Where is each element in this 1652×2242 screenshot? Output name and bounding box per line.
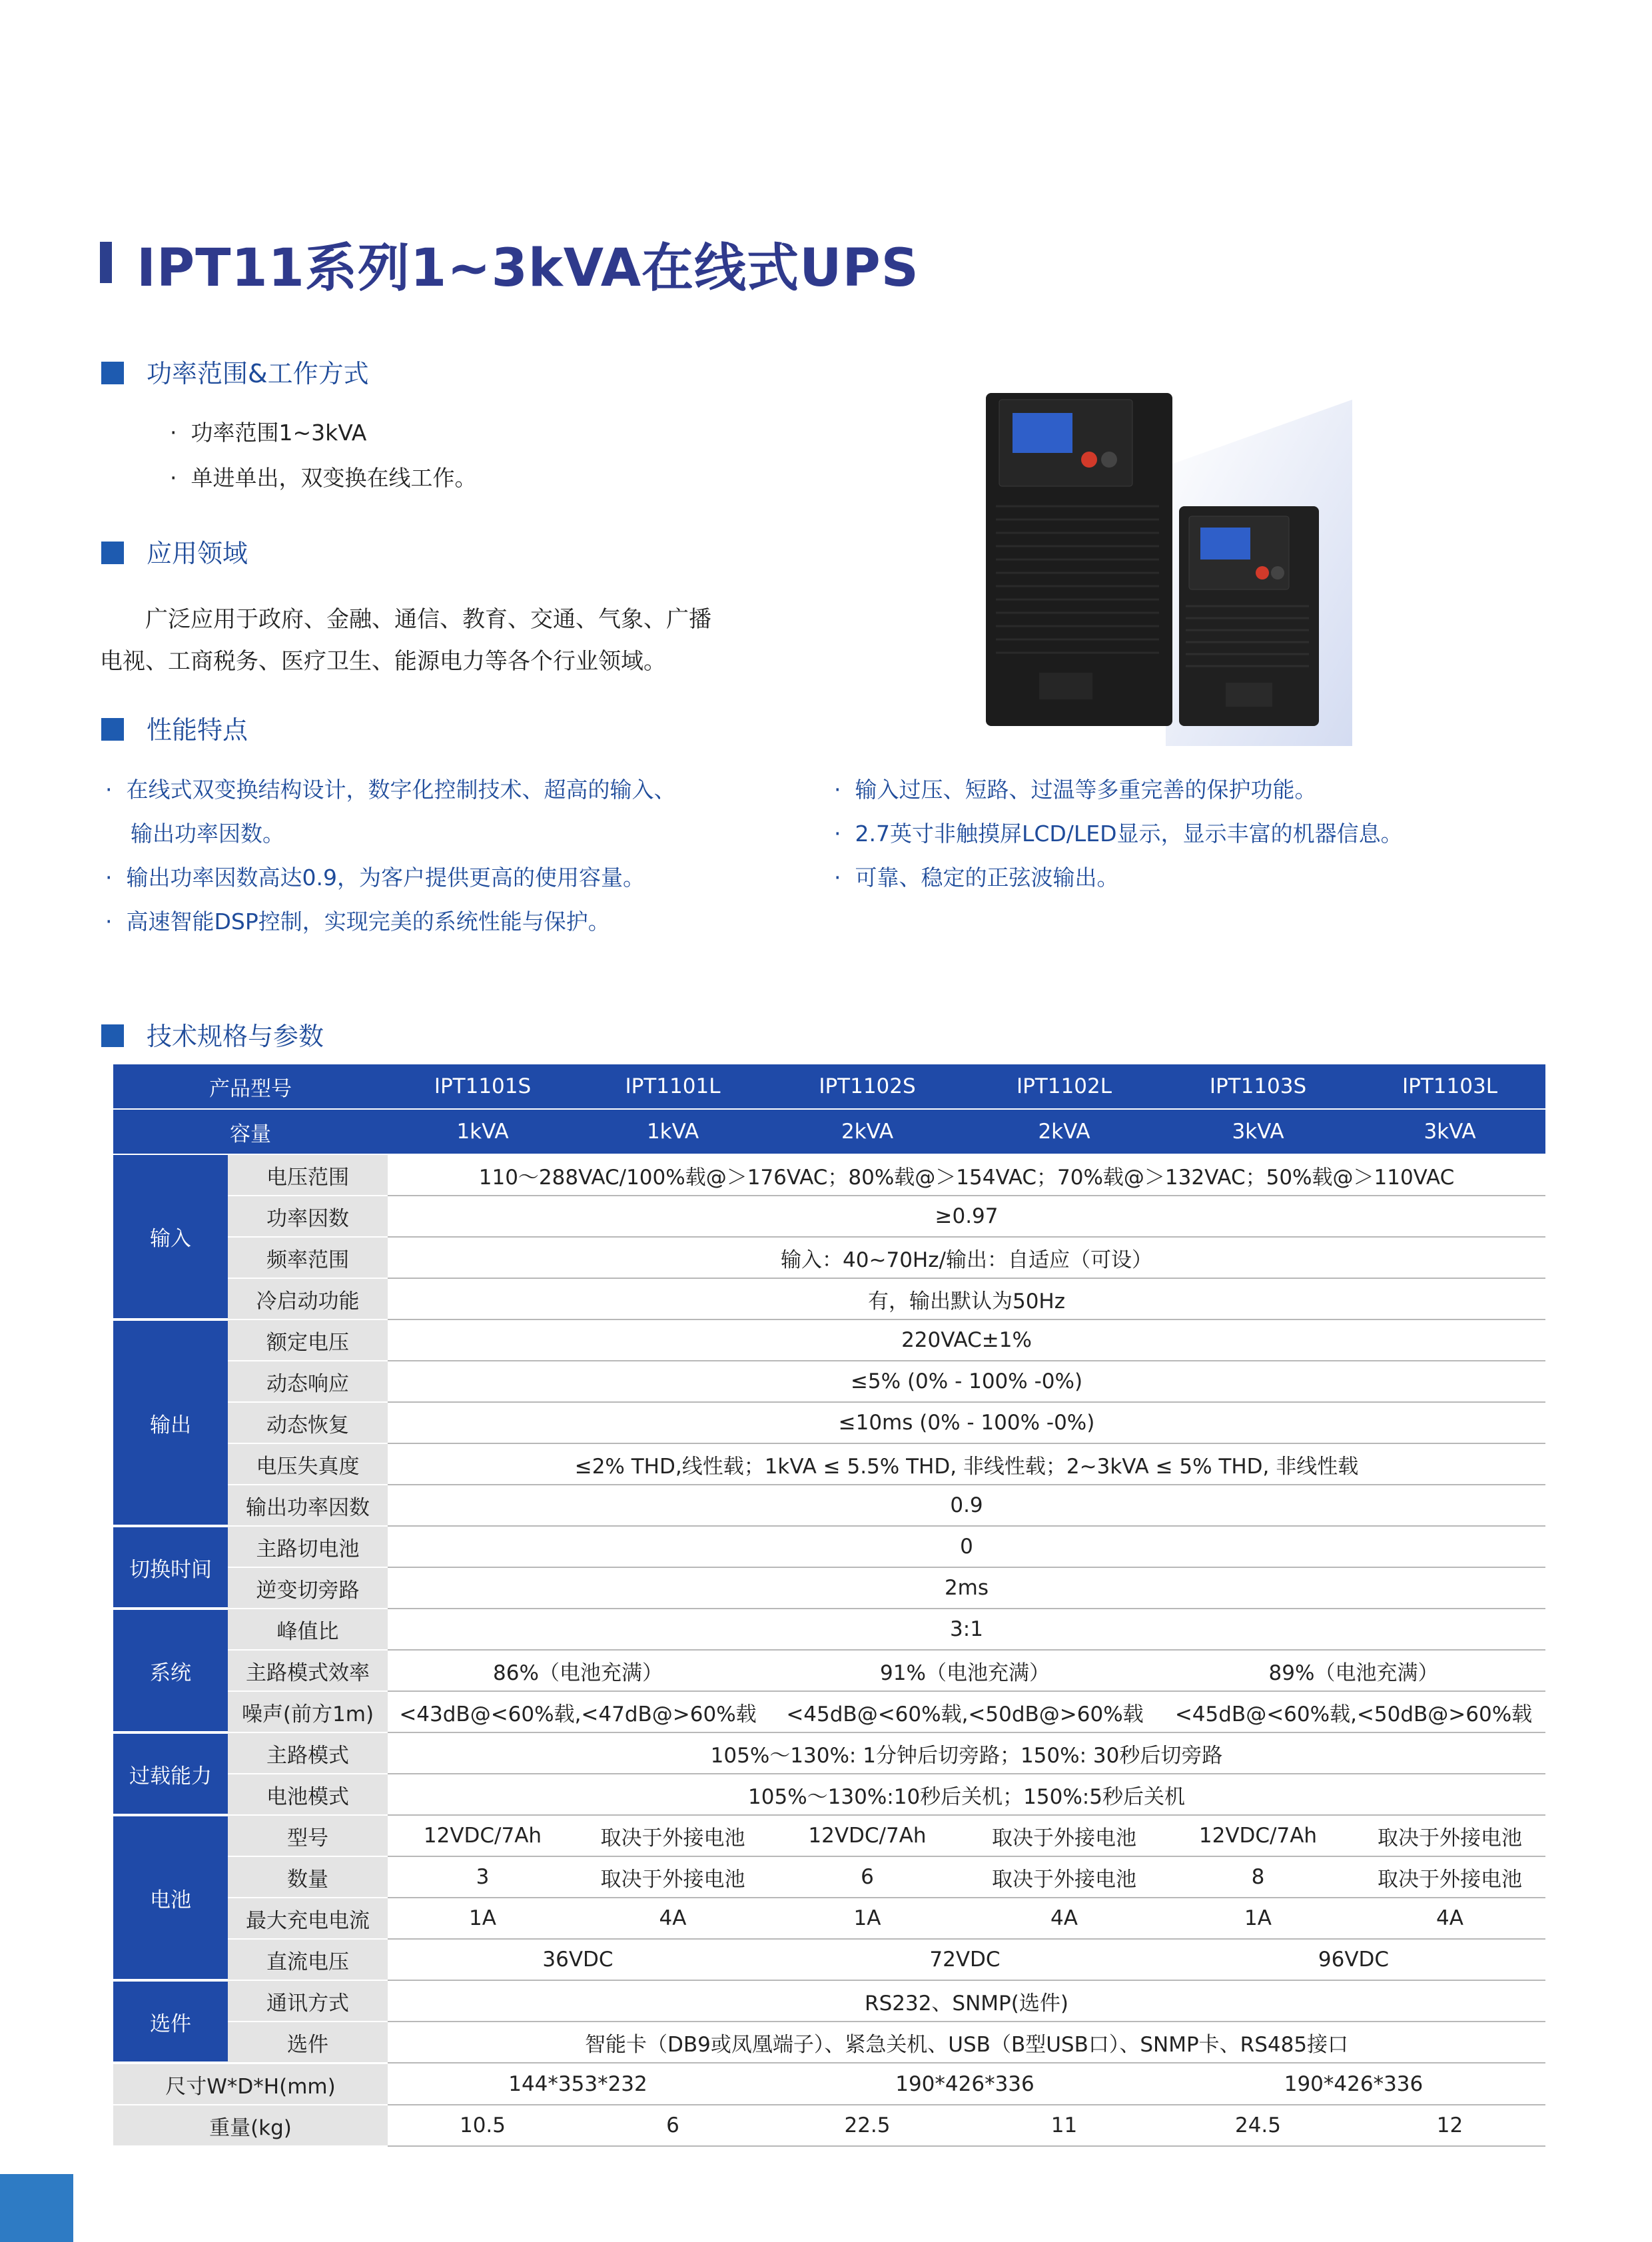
header-label: 产品型号: [113, 1064, 388, 1109]
table-row: [113, 1526, 1545, 1567]
specs-table: [113, 1064, 1545, 2147]
row-label: 直流电压: [228, 1939, 388, 1980]
row-value: 4A: [967, 1898, 1162, 1939]
row-label: 动态响应: [228, 1361, 388, 1402]
row-value: 12VDC/7Ah: [388, 1815, 578, 1856]
row-value: 2ms: [388, 1567, 1545, 1609]
row-label: 电池模式: [228, 1774, 388, 1815]
power-bullet: · 功率范围1~3kVA: [170, 420, 367, 446]
feature-bullet: · 输出功率因数高达0.9，为客户提供更高的使用容量。: [105, 865, 645, 891]
section-features-heading: 性能特点: [101, 709, 248, 746]
row-value: 0.9: [388, 1485, 1545, 1526]
row-label: 电压范围: [228, 1154, 388, 1196]
feature-bullet: · 2.7英寸非触摸屏LCD/LED显示，显示丰富的机器信息。: [834, 821, 1403, 847]
table-row: [113, 2063, 1545, 2105]
table-row: [113, 1485, 1545, 1526]
row-value: 110～288VAC/100%载@＞176VAC；80%载@＞154VAC；70%载@＞132VAC；50%载@＞110VAC: [388, 1154, 1545, 1196]
row-label: 功率因数: [228, 1196, 388, 1237]
row-value: 6: [578, 2105, 768, 2146]
page-title: IPT11系列1~3kVA在线式UPS: [137, 238, 919, 298]
application-text-line: 广泛应用于政府、金融、通信、教育、交通、气象、广播: [145, 606, 711, 633]
row-value: <45dB@<60%载,<50dB@>60%载: [1162, 1691, 1545, 1732]
row-label: 通讯方式: [228, 1980, 388, 2022]
row-value: 96VDC: [1162, 1939, 1545, 1980]
row-label: 输出功率因数: [228, 1485, 388, 1526]
row-value: 12VDC/7Ah: [1162, 1815, 1354, 1856]
group-label: 切换时间: [113, 1526, 228, 1609]
row-label: 数量: [228, 1856, 388, 1898]
row-value: 22.5: [768, 2105, 967, 2146]
feature-bullet: · 高速智能DSP控制，实现完美的系统性能与保护。: [105, 909, 610, 934]
feature-bullet: · 输入过压、短路、过温等多重完善的保护功能。: [834, 777, 1317, 803]
row-label: 噪声(前方1m): [228, 1691, 388, 1732]
table-row: [113, 1815, 1545, 1856]
row-value: 输入：40~70Hz/输出：自适应（可设）: [388, 1237, 1545, 1278]
feature-bullet-continued: 输出功率因数。: [131, 821, 284, 847]
row-value: <45dB@<60%载,<50dB@>60%载: [768, 1691, 1162, 1732]
square-bullet-icon: [101, 718, 124, 741]
row-value: 取决于外接电池: [1354, 1815, 1545, 1856]
row-value: 取决于外接电池: [1354, 1856, 1545, 1898]
row-label: 主路切电池: [228, 1526, 388, 1567]
row-label: 额定电压: [228, 1319, 388, 1361]
header-row-capacity: [113, 1109, 1545, 1154]
group-label: 输入: [113, 1154, 228, 1319]
row-value: 8: [1162, 1856, 1354, 1898]
row-label: 峰值比: [228, 1609, 388, 1650]
square-bullet-icon: [101, 362, 124, 384]
table-row: [113, 1154, 1545, 1196]
table-row: [113, 1443, 1545, 1485]
row-value: 1A: [768, 1898, 967, 1939]
section-application-heading: 应用领域: [101, 533, 248, 569]
model-cell: IPT1103S: [1162, 1064, 1354, 1109]
row-value: 24.5: [1162, 2105, 1354, 2146]
ups-product-image: [959, 373, 1352, 746]
row-value: 86%（电池充满）: [388, 1650, 768, 1691]
row-value: 4A: [578, 1898, 768, 1939]
table-row: [113, 1361, 1545, 1402]
row-value: RS232、SNMP(选件): [388, 1980, 1545, 2022]
row-value: ≤5% (0% - 100% -0%): [388, 1361, 1545, 1402]
table-row: [113, 2022, 1545, 2063]
row-value: 取决于外接电池: [967, 1856, 1162, 1898]
model-cell: IPT1103L: [1354, 1064, 1545, 1109]
row-label: 选件: [228, 2022, 388, 2063]
section-specs-heading: 技术规格与参数: [101, 1016, 324, 1052]
square-bullet-icon: [101, 542, 124, 564]
row-value: 4A: [1354, 1898, 1545, 1939]
row-value: 220VAC±1%: [388, 1319, 1545, 1361]
row-label: 最大充电电流: [228, 1898, 388, 1939]
header-row-models: [113, 1064, 1545, 1109]
row-value: 6: [768, 1856, 967, 1898]
feature-bullet: · 可靠、稳定的正弦波输出。: [834, 865, 1119, 891]
table-row: [113, 1939, 1545, 1980]
capacity-cell: 1kVA: [388, 1109, 578, 1154]
capacity-cell: 3kVA: [1162, 1109, 1354, 1154]
row-value: 105%～130%:10秒后关机；150%:5秒后关机: [388, 1774, 1545, 1815]
group-label: 系统: [113, 1609, 228, 1732]
row-value: 1A: [1162, 1898, 1354, 1939]
row-label: 频率范围: [228, 1237, 388, 1278]
capacity-cell: 3kVA: [1354, 1109, 1545, 1154]
group-label: 电池: [113, 1815, 228, 1980]
table-row: [113, 1609, 1545, 1650]
title-accent-bar: [100, 242, 112, 283]
model-cell: IPT1102S: [768, 1064, 967, 1109]
square-bullet-icon: [101, 1024, 124, 1047]
table-row: [113, 1402, 1545, 1443]
table-row: [113, 1237, 1545, 1278]
row-value: 取决于外接电池: [578, 1815, 768, 1856]
row-label: 主路模式: [228, 1732, 388, 1774]
row-value: ≥0.97: [388, 1196, 1545, 1237]
table-row: [113, 1196, 1545, 1237]
row-value: 72VDC: [768, 1939, 1162, 1980]
table-row: [113, 1732, 1545, 1774]
table-row: [113, 2105, 1545, 2146]
row-value: 10.5: [388, 2105, 578, 2146]
row-value: ≤2% THD,线性载；1kVA ≤ 5.5% THD, 非线性载；2~3kVA ≤ 5% THD, 非线性载: [388, 1443, 1545, 1485]
row-value: 11: [967, 2105, 1162, 2146]
row-value: 取决于外接电池: [578, 1856, 768, 1898]
row-label: 动态恢复: [228, 1402, 388, 1443]
table-row: [113, 1650, 1545, 1691]
table-row: [113, 1980, 1545, 2022]
row-label: 重量(kg): [113, 2105, 388, 2146]
table-row: [113, 1319, 1545, 1361]
row-label: 电压失真度: [228, 1443, 388, 1485]
model-cell: IPT1101S: [388, 1064, 578, 1109]
row-value: 190*426*336: [1162, 2063, 1545, 2105]
row-value: 105%～130%: 1分钟后切旁路；150%: 30秒后切旁路: [388, 1732, 1545, 1774]
group-label: 输出: [113, 1319, 228, 1526]
row-label: 冷启动功能: [228, 1278, 388, 1319]
row-label: 尺寸W*D*H(mm): [113, 2063, 388, 2105]
row-value: 91%（电池充满）: [768, 1650, 1162, 1691]
row-label: 型号: [228, 1815, 388, 1856]
row-label: 逆变切旁路: [228, 1567, 388, 1609]
group-label: 过载能力: [113, 1732, 228, 1815]
model-cell: IPT1101L: [578, 1064, 768, 1109]
application-text-line: 电视、工商税务、医疗卫生、能源电力等各个行业领域。: [100, 648, 666, 675]
row-value: 1A: [388, 1898, 578, 1939]
row-value: 智能卡（DB9或凤凰端子）、紧急关机、USB（B型USB口）、SNMP卡、RS485接口: [388, 2022, 1545, 2063]
row-value: 144*353*232: [388, 2063, 768, 2105]
capacity-cell: 2kVA: [768, 1109, 967, 1154]
table-row: [113, 1567, 1545, 1609]
row-value: 36VDC: [388, 1939, 768, 1980]
row-value: 3:1: [388, 1609, 1545, 1650]
row-value: 0: [388, 1526, 1545, 1567]
row-value: 89%（电池充满）: [1162, 1650, 1545, 1691]
table-row: [113, 1774, 1545, 1815]
feature-bullet: · 在线式双变换结构设计，数字化控制技术、超高的输入、: [105, 777, 676, 803]
table-row: [113, 1691, 1545, 1732]
power-bullet: · 单进单出，双变换在线工作。: [170, 465, 477, 491]
corner-decoration: [0, 2174, 73, 2242]
table-row: [113, 1278, 1545, 1319]
table-row: [113, 1898, 1545, 1939]
header-label: 容量: [113, 1109, 388, 1154]
row-value: <43dB@<60%载,<47dB@>60%载: [388, 1691, 768, 1732]
row-value: 取决于外接电池: [967, 1815, 1162, 1856]
group-label: 选件: [113, 1980, 228, 2063]
row-label: 主路模式效率: [228, 1650, 388, 1691]
capacity-cell: 1kVA: [578, 1109, 768, 1154]
row-value: 12VDC/7Ah: [768, 1815, 967, 1856]
row-value: 有，输出默认为50Hz: [388, 1278, 1545, 1319]
row-value: 190*426*336: [768, 2063, 1162, 2105]
row-value: 12: [1354, 2105, 1545, 2146]
table-row: [113, 1856, 1545, 1898]
section-power-heading: 功率范围&工作方式: [101, 353, 369, 390]
row-value: ≤10ms (0% - 100% -0%): [388, 1402, 1545, 1443]
row-value: 3: [388, 1856, 578, 1898]
capacity-cell: 2kVA: [967, 1109, 1162, 1154]
model-cell: IPT1102L: [967, 1064, 1162, 1109]
